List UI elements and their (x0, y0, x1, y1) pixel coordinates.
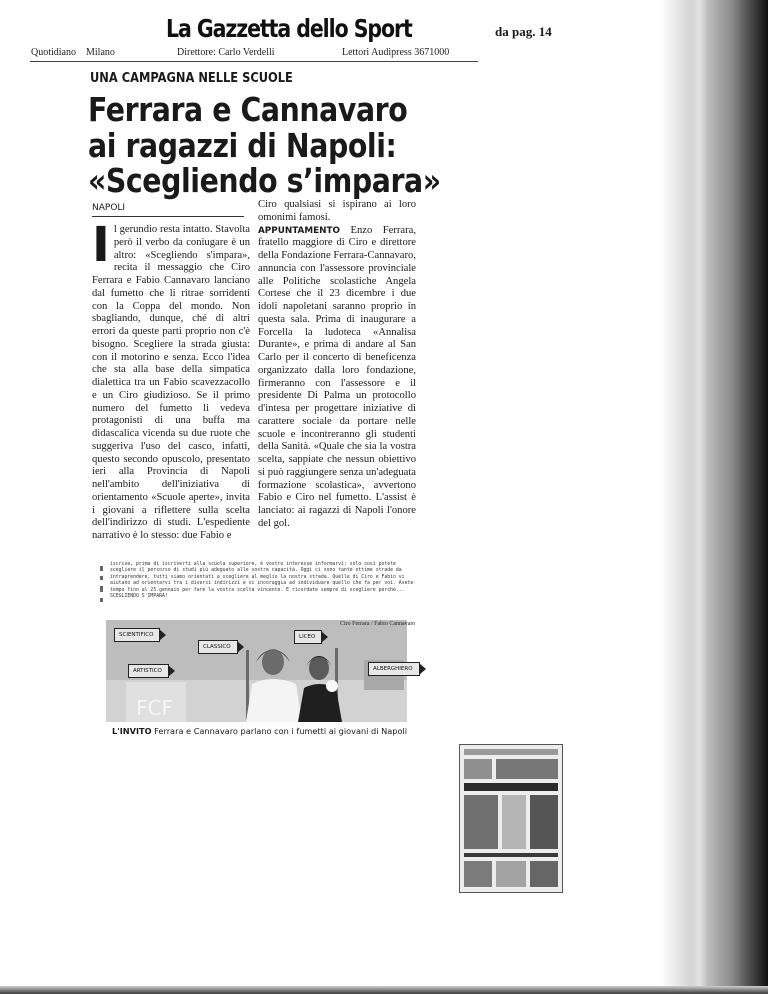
page-reference: da pag. 14 (495, 24, 552, 39)
scan-shadow-bottom (0, 986, 768, 994)
article-photo (106, 620, 413, 722)
caption-lead: L'INVITO (112, 726, 152, 736)
photo-sign: ALBERGHIERO (368, 662, 420, 676)
header-rule (30, 61, 478, 62)
page-thumbnail-layout (460, 745, 562, 892)
director-line: Direttore: Carlo Verdelli (177, 47, 275, 58)
dateline-rule (92, 216, 244, 217)
caption-text: Ferrara e Cannavaro parlano con i fumetti ai giovani di Napoli (154, 726, 408, 736)
svg-text:FCF: FCF (136, 696, 173, 720)
photo-sign: ARTISTICO (128, 664, 169, 678)
publication-city: Milano (86, 47, 115, 58)
scan-shadow-edge (660, 0, 768, 994)
photo-sign: LICEO (294, 630, 322, 644)
headline-line: Ferrara e Cannavaro (88, 90, 408, 129)
masthead-logo: La Gazzetta dello Sport (166, 14, 412, 43)
article-column-1 (92, 217, 250, 543)
readership-line: Lettori Audipress 3671000 (342, 47, 450, 58)
margin-annotation (99, 566, 105, 606)
page-thumbnail (459, 744, 563, 893)
publication-type: Quotidiano (31, 47, 76, 58)
article-headline (88, 92, 441, 199)
comic-small-print: iscrive, prima di iscriverti alla scuola superiore, è vostro interesse informarvi: solo così potete scegliere il percorso di studi più adeguato alle vostre capacità. Oggi ci sono tante ottime strade da intraprendere, tutti siamo orientati a scegliere al meglio la nostra strada. Quelle di Ciro e Fabio vi aiutano ad orientarvi tra i diversi indirizzi e vi incoraggia ad individuare quello che fa per voi. Avete tempo fino al 25 gennaio per fare la vostra scelta vincente. E ricordate sempre di scegliere perché... SCEGLIENDO S'IMPARA! (110, 562, 414, 600)
column-1-text: l gerundio resta intatto. Stavolta però il verbo da coniugare è un altro: «Scegliendo s'impara», recita il messaggio che Ciro Ferrara e Fabio Cannavaro lanciano dal fumetto che li ritrae sorridenti con la Coppa del mondo. Non sbagliando, dunque, ché di altri errori da queste parti proprio non c'è bisogno. Scegliere la strada giusta: con il motorino e senza. Ecco l'idea che sta alla base della simpatica dialettica tra un Fabio scavezzacollo e un Ciro giudizioso. Se il primo numero del fumetto li vedeva protagonisti di una buffa ma didascalica vicenda su due ruote che suggeriva l'uso del casco, infatti, questo secondo opuscolo, presentato ieri alla Provincia di Napoli nell'ambito dell'iniziativa di orientamento «Scuole aperte», invita i giovani a riflettere sulla scelta dell'indirizzo di studi. L'espediente narrativo è lo stesso: due Fabio e (92, 224, 250, 541)
headline-line: «Scegliendo s’impara» (88, 161, 441, 200)
headline-line: ai ragazzi di Napoli: (88, 125, 397, 165)
margin-marks-icon (99, 566, 105, 606)
photo-sign: SCIENTIFICO (114, 628, 160, 642)
photo-caption (112, 726, 407, 736)
article-column-2 (258, 199, 416, 531)
photo-credit: Ciro Ferrara / Fabio Cannavaro (340, 621, 416, 627)
column-2-text-intro: Ciro qualsiasi si ispirano ai loro omonimi famosi. (258, 199, 416, 223)
article-dateline: NAPOLI (92, 203, 126, 213)
scan-paper-crease (690, 0, 708, 994)
article-kicker: UNA CAMPAGNA NELLE SCUOLE (90, 71, 293, 86)
column-2-text: Enzo Ferrara, fratello maggiore di Ciro e direttore della Fondazione Ferrara-Cannavaro, annuncia con l'assessore provinciale alle Politiche scolastiche Angela Cortese che il 23 dicembre i due idoli napoletani saranno proprio in questa sala. Prima di inaugurare a Forcella la ludoteca «Annalisa Durante», e prima di andare al San Carlo per il concerto di beneficenza organizzato dalla loro fondazione, firmeranno con l'assessore e il presidente Di Palma un protocollo d'intesa per progettare iniziative di carattere sociale da portare nelle scuole e incontreranno gli studenti della Sanità. «Quale che sia la vostra scelta, sappiate che nessun obiettivo si può raggiungere senza un'adeguata formazione scolastica», avvertono Fabio e Ciro nel fumetto. L'assist è lanciato: ai ragazzi di Napoli l'onore del gol. (258, 224, 416, 529)
drop-cap: I (92, 217, 110, 273)
section-lead-in: APPUNTAMENTO (258, 225, 340, 236)
photo-sign: CLASSICO (198, 640, 238, 654)
